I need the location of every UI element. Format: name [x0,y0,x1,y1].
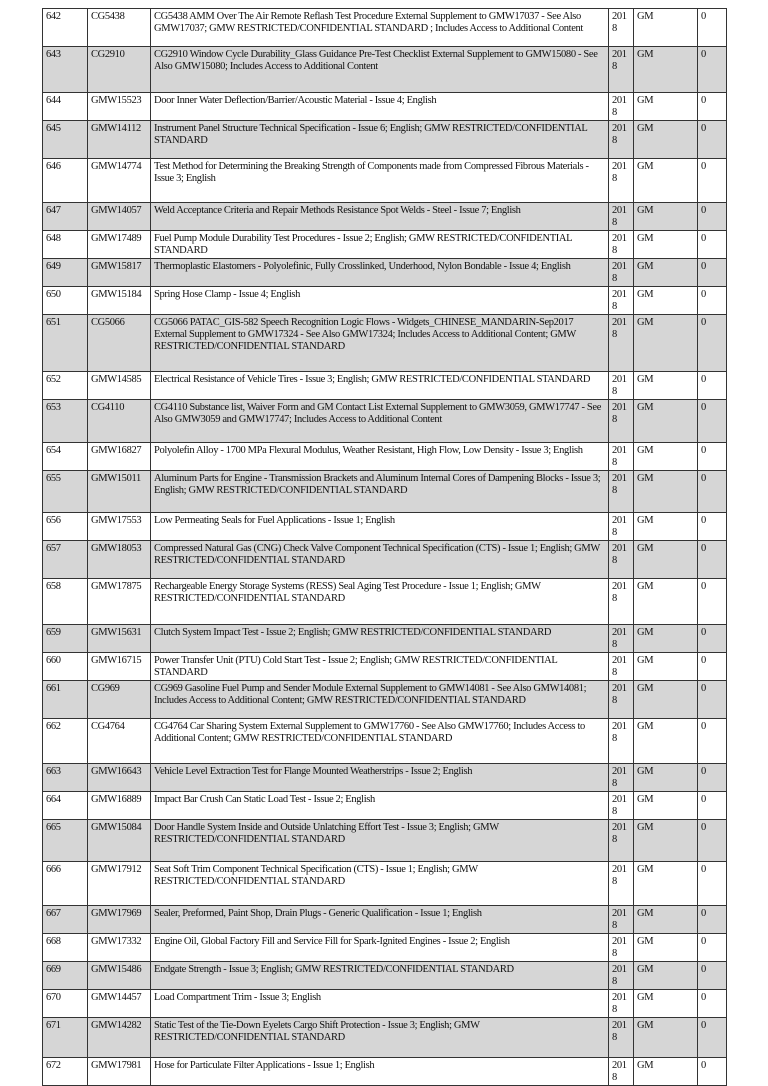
organization-cell: GM [634,625,698,653]
organization-cell: GM [634,159,698,203]
organization-cell: GM [634,1058,698,1086]
table-body [43,9,727,1086]
organization-cell: GM [634,400,698,443]
document-title-cell: Clutch System Impact Test - Issue 2; English; GMW RESTRICTED/CONFIDENTIAL STANDARD [151,625,609,653]
document-code-cell: CG4110 [88,400,151,443]
organization-cell: GM [634,93,698,121]
flag-cell: 0 [698,862,727,906]
year-cell: 2018 [609,287,634,315]
year-cell: 2018 [609,159,634,203]
row-number-cell: 665 [43,820,88,862]
year-cell: 2018 [609,962,634,990]
flag-cell: 0 [698,653,727,681]
flag-cell: 0 [698,471,727,513]
year-cell: 2018 [609,625,634,653]
table-row [43,906,727,934]
table-row [43,1058,727,1086]
flag-cell: 0 [698,764,727,792]
document-title-cell: Aluminum Parts for Engine - Transmission Brackets and Aluminum Internal Cores of Dampening Blocks - Issue 3; English; GMW RESTRICTED/CONFIDENTIAL STANDARD [151,471,609,513]
table-row [43,443,727,471]
document-title-cell: Fuel Pump Module Durability Test Procedures - Issue 2; English; GMW RESTRICTED/CONFIDENTIAL STANDARD [151,231,609,259]
table-row [43,159,727,203]
row-number-cell: 656 [43,513,88,541]
row-number-cell: 646 [43,159,88,203]
organization-cell: GM [634,653,698,681]
row-number-cell: 647 [43,203,88,231]
document-title-cell: Sealer, Preformed, Paint Shop, Drain Plugs - Generic Qualification - Issue 1; English [151,906,609,934]
document-title-cell: Engine Oil, Global Factory Fill and Service Fill for Spark-Ignited Engines - Issue 2; English [151,934,609,962]
organization-cell: GM [634,443,698,471]
row-number-cell: 642 [43,9,88,47]
row-number-cell: 643 [43,47,88,93]
document-title-cell: Compressed Natural Gas (CNG) Check Valve Component Technical Specification (CTS) - Issue 1; English; GMW RESTRICTED/CONFIDENTIAL STANDARD [151,541,609,579]
flag-cell: 0 [698,1058,727,1086]
row-number-cell: 667 [43,906,88,934]
organization-cell: GM [634,259,698,287]
document-code-cell: GMW17875 [88,579,151,625]
year-cell: 2018 [609,93,634,121]
table-row [43,653,727,681]
year-cell: 2018 [609,231,634,259]
organization-cell: GM [634,231,698,259]
flag-cell: 0 [698,203,727,231]
flag-cell: 0 [698,159,727,203]
table-row [43,471,727,513]
flag-cell: 0 [698,719,727,764]
document-code-cell: GMW14774 [88,159,151,203]
year-cell: 2018 [609,471,634,513]
document-title-cell: Power Transfer Unit (PTU) Cold Start Test - Issue 2; English; GMW RESTRICTED/CONFIDENTIAL STANDARD [151,653,609,681]
table-row [43,625,727,653]
year-cell: 2018 [609,9,634,47]
flag-cell: 0 [698,681,727,719]
row-number-cell: 668 [43,934,88,962]
table-row [43,47,727,93]
organization-cell: GM [634,513,698,541]
document-code-cell: CG5066 [88,315,151,372]
document-title-cell: Endgate Strength - Issue 3; English; GMW RESTRICTED/CONFIDENTIAL STANDARD [151,962,609,990]
row-number-cell: 648 [43,231,88,259]
organization-cell: GM [634,962,698,990]
document-title-cell: CG4764 Car Sharing System External Supplement to GMW17760 - See Also GMW17760; Includes Access to Additional Content; GMW RESTRICTED/CONFIDENTIAL STANDARD [151,719,609,764]
year-cell: 2018 [609,47,634,93]
document-title-cell: Rechargeable Energy Storage Systems (RESS) Seal Aging Test Procedure - Issue 1; English; GMW RESTRICTED/CONFIDENTIAL STANDARD [151,579,609,625]
document-title-cell: Door Handle System Inside and Outside Unlatching Effort Test - Issue 3; English; GMW RESTRICTED/CONFIDENTIAL STANDARD [151,820,609,862]
document-title-cell: Thermoplastic Elastomers - Polyolefinic, Fully Crosslinked, Underhood, Nylon Bondable - Issue 4; English [151,259,609,287]
table-row [43,203,727,231]
row-number-cell: 671 [43,1018,88,1058]
row-number-cell: 669 [43,962,88,990]
document-title-cell: CG4110 Substance list, Waiver Form and GM Contact List External Supplement to GMW3059, GMW17747 - See Also GMW3059 and GMW17747; Includes Access to Additional Content [151,400,609,443]
organization-cell: GM [634,121,698,159]
flag-cell: 0 [698,934,727,962]
document-code-cell: GMW16715 [88,653,151,681]
document-title-cell: Impact Bar Crush Can Static Load Test - Issue 2; English [151,792,609,820]
flag-cell: 0 [698,579,727,625]
flag-cell: 0 [698,513,727,541]
document-code-cell: GMW14282 [88,1018,151,1058]
organization-cell: GM [634,1018,698,1058]
document-code-cell: GMW14057 [88,203,151,231]
year-cell: 2018 [609,1018,634,1058]
organization-cell: GM [634,990,698,1018]
organization-cell: GM [634,579,698,625]
table-row [43,9,727,47]
row-number-cell: 652 [43,372,88,400]
table-row [43,792,727,820]
organization-cell: GM [634,471,698,513]
year-cell: 2018 [609,372,634,400]
flag-cell: 0 [698,93,727,121]
document-code-cell: CG4764 [88,719,151,764]
document-code-cell: GMW14585 [88,372,151,400]
document-code-cell: GMW15817 [88,259,151,287]
year-cell: 2018 [609,400,634,443]
document-code-cell: GMW15523 [88,93,151,121]
table-row [43,719,727,764]
document-code-cell: GMW16889 [88,792,151,820]
document-code-cell: GMW17969 [88,906,151,934]
year-cell: 2018 [609,990,634,1018]
flag-cell: 0 [698,121,727,159]
document-code-cell: GMW14457 [88,990,151,1018]
document-code-cell: GMW17332 [88,934,151,962]
flag-cell: 0 [698,443,727,471]
document-title-cell: CG5438 AMM Over The Air Remote Reflash Test Procedure External Supplement to GMW17037 - See Also GMW17037; GMW RESTRICTED/CONFIDENTIAL STANDARD ; Includes Access to Additional Content [151,9,609,47]
document-code-cell: GMW15011 [88,471,151,513]
document-code-cell: GMW16827 [88,443,151,471]
document-title-cell: CG2910 Window Cycle Durability_Glass Guidance Pre-Test Checklist External Supplement to GMW15080 - See Also GMW15080; Includes Access to Additional Content [151,47,609,93]
organization-cell: GM [634,820,698,862]
document-title-cell: Test Method for Determining the Breaking Strength of Components made from Compressed Fibrous Materials - Issue 3; English [151,159,609,203]
flag-cell: 0 [698,372,727,400]
row-number-cell: 653 [43,400,88,443]
table-row [43,315,727,372]
table-row [43,541,727,579]
table-row [43,93,727,121]
document-title-cell: Electrical Resistance of Vehicle Tires - Issue 3; English; GMW RESTRICTED/CONFIDENTIAL STANDARD [151,372,609,400]
organization-cell: GM [634,47,698,93]
table-row [43,231,727,259]
organization-cell: GM [634,287,698,315]
year-cell: 2018 [609,579,634,625]
document-code-cell: GMW17981 [88,1058,151,1086]
row-number-cell: 666 [43,862,88,906]
year-cell: 2018 [609,681,634,719]
flag-cell: 0 [698,792,727,820]
table-row [43,372,727,400]
flag-cell: 0 [698,47,727,93]
document-title-cell: CG5066 PATAC_GIS-582 Speech Recognition Logic Flows - Widgets_CHINESE_MANDARIN-Sep2017 External Supplement to GMW17324 - See Also GMW17324; Includes Access to Additional Content; GMW RESTRICTED/CONFIDENTIAL STANDARD [151,315,609,372]
table-row [43,990,727,1018]
table-row [43,513,727,541]
table-row [43,121,727,159]
organization-cell: GM [634,541,698,579]
document-code-cell: GMW16643 [88,764,151,792]
year-cell: 2018 [609,513,634,541]
row-number-cell: 649 [43,259,88,287]
flag-cell: 0 [698,625,727,653]
table-row [43,962,727,990]
row-number-cell: 655 [43,471,88,513]
standards-table [42,8,727,1086]
organization-cell: GM [634,764,698,792]
flag-cell: 0 [698,906,727,934]
document-title-cell: Instrument Panel Structure Technical Specification - Issue 6; English; GMW RESTRICTED/CONFIDENTIAL STANDARD [151,121,609,159]
flag-cell: 0 [698,9,727,47]
organization-cell: GM [634,9,698,47]
row-number-cell: 645 [43,121,88,159]
document-title-cell: Hose for Particulate Filter Applications - Issue 1; English [151,1058,609,1086]
document-code-cell: GMW17912 [88,862,151,906]
document-code-cell: GMW14112 [88,121,151,159]
year-cell: 2018 [609,121,634,159]
flag-cell: 0 [698,1018,727,1058]
document-title-cell: Spring Hose Clamp - Issue 4; English [151,287,609,315]
row-number-cell: 644 [43,93,88,121]
document-title-cell: Seat Soft Trim Component Technical Specification (CTS) - Issue 1; English; GMW RESTRICTED/CONFIDENTIAL STANDARD [151,862,609,906]
year-cell: 2018 [609,1058,634,1086]
table-row [43,259,727,287]
flag-cell: 0 [698,990,727,1018]
row-number-cell: 651 [43,315,88,372]
row-number-cell: 654 [43,443,88,471]
year-cell: 2018 [609,443,634,471]
document-code-cell: GMW15486 [88,962,151,990]
flag-cell: 0 [698,287,727,315]
document-code-cell: CG2910 [88,47,151,93]
organization-cell: GM [634,934,698,962]
flag-cell: 0 [698,400,727,443]
flag-cell: 0 [698,231,727,259]
year-cell: 2018 [609,764,634,792]
table-row [43,820,727,862]
row-number-cell: 661 [43,681,88,719]
document-title-cell: Low Permeating Seals for Fuel Applications - Issue 1; English [151,513,609,541]
organization-cell: GM [634,372,698,400]
document-title-cell: Load Compartment Trim - Issue 3; English [151,990,609,1018]
organization-cell: GM [634,203,698,231]
document-code-cell: CG969 [88,681,151,719]
document-code-cell: GMW17553 [88,513,151,541]
row-number-cell: 663 [43,764,88,792]
flag-cell: 0 [698,962,727,990]
year-cell: 2018 [609,719,634,764]
table-row [43,681,727,719]
document-title-cell: Static Test of the Tie-Down Eyelets Cargo Shift Protection - Issue 3; English; GMW RESTRICTED/CONFIDENTIAL STANDARD [151,1018,609,1058]
year-cell: 2018 [609,862,634,906]
flag-cell: 0 [698,820,727,862]
year-cell: 2018 [609,906,634,934]
row-number-cell: 662 [43,719,88,764]
document-code-cell: GMW15631 [88,625,151,653]
table-row [43,862,727,906]
year-cell: 2018 [609,259,634,287]
document-code-cell: GMW17489 [88,231,151,259]
year-cell: 2018 [609,934,634,962]
document-title-cell: Weld Acceptance Criteria and Repair Methods Resistance Spot Welds - Steel - Issue 7; English [151,203,609,231]
table-row [43,287,727,315]
year-cell: 2018 [609,653,634,681]
row-number-cell: 658 [43,579,88,625]
organization-cell: GM [634,719,698,764]
year-cell: 2018 [609,315,634,372]
year-cell: 2018 [609,820,634,862]
row-number-cell: 659 [43,625,88,653]
document-code-cell: CG5438 [88,9,151,47]
row-number-cell: 660 [43,653,88,681]
row-number-cell: 670 [43,990,88,1018]
year-cell: 2018 [609,792,634,820]
organization-cell: GM [634,681,698,719]
year-cell: 2018 [609,541,634,579]
row-number-cell: 657 [43,541,88,579]
organization-cell: GM [634,315,698,372]
organization-cell: GM [634,906,698,934]
row-number-cell: 664 [43,792,88,820]
document-title-cell: Polyolefin Alloy - 1700 MPa Flexural Modulus, Weather Resistant, High Flow, Low Density - Issue 3; English [151,443,609,471]
row-number-cell: 650 [43,287,88,315]
flag-cell: 0 [698,259,727,287]
flag-cell: 0 [698,315,727,372]
flag-cell: 0 [698,541,727,579]
document-code-cell: GMW18053 [88,541,151,579]
table-row [43,400,727,443]
table-row [43,579,727,625]
document-title-cell: CG969 Gasoline Fuel Pump and Sender Module External Supplement to GMW14081 - See Also GMW14081; Includes Access to Additional Content; GMW RESTRICTED/CONFIDENTIAL STANDARD [151,681,609,719]
table-row [43,934,727,962]
document-title-cell: Vehicle Level Extraction Test for Flange Mounted Weatherstrips - Issue 2; English [151,764,609,792]
organization-cell: GM [634,792,698,820]
row-number-cell: 672 [43,1058,88,1086]
document-code-cell: GMW15184 [88,287,151,315]
document-title-cell: Door Inner Water Deflection/Barrier/Acoustic Material - Issue 4; English [151,93,609,121]
table-row [43,764,727,792]
year-cell: 2018 [609,203,634,231]
document-code-cell: GMW15084 [88,820,151,862]
organization-cell: GM [634,862,698,906]
